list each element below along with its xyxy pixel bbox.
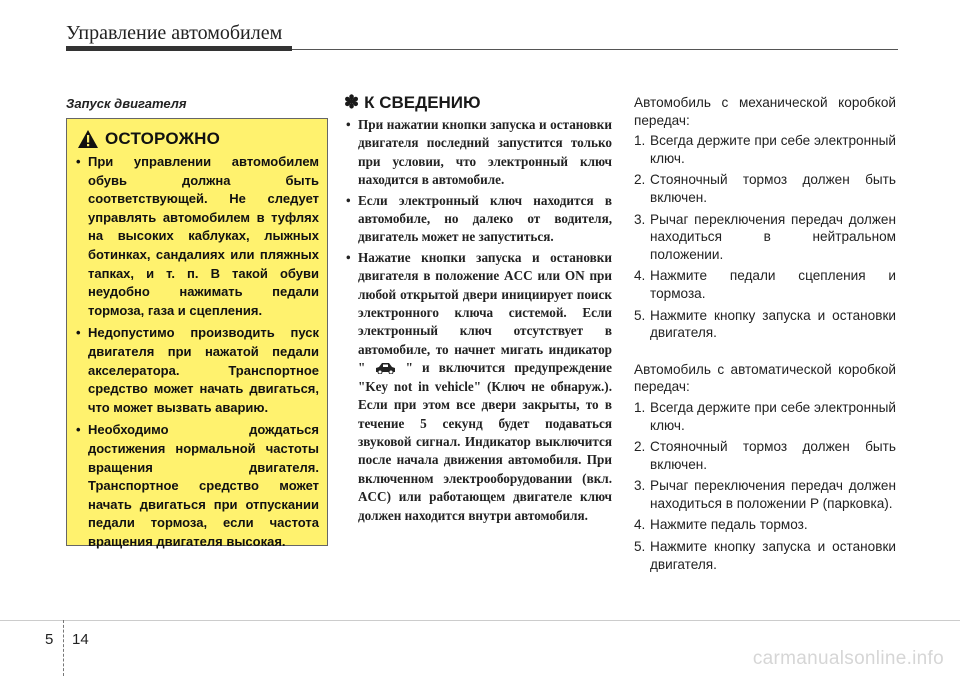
car-key-icon xyxy=(374,361,396,374)
page-header-title: Управление автомобилем xyxy=(66,22,283,44)
notice-list xyxy=(344,116,612,525)
footer-rule xyxy=(0,620,960,621)
start-procedures xyxy=(634,94,896,577)
watermark: carmanualsonline.info xyxy=(752,648,944,669)
automatic-transmission-steps xyxy=(634,399,896,573)
notice-item xyxy=(344,249,612,525)
notice-item-text-after: " и включится предупреждение "Key not in vehicle" (Ключ не обнаруж.). Если при этом все двери закрыты, то в течение 5 секунд будет подаваться звуковой сигнал. Индикатор выключится после начала движения автомобиля. При включенном электрооборудовании (вкл. ACC) или работающем двигателе ключ должен находится внутри автомобиля. xyxy=(358,360,613,523)
manual-step xyxy=(634,307,896,342)
step-number: 5. xyxy=(634,539,646,555)
notice-item: • При нажатии кнопки запуска и остановки двигателя последний запустится только при условии, что электронный ключ находится в автомобиле. xyxy=(344,116,612,190)
warning-item: • Недопустимо производить пуск двигателя при нажатой педали акселератора. Транспортное средство может начать двигаться, что может вызвать аварию. xyxy=(75,324,319,417)
step-number: 1. xyxy=(634,399,646,415)
section-title: Запуск двигателя xyxy=(66,96,187,111)
automatic-step xyxy=(634,438,896,473)
step-text: Нажмите кнопку запуска и остановки двигателя. xyxy=(650,307,896,341)
step-text: Рычаг переключения передач должен находиться в нейтральном положении. xyxy=(650,211,896,262)
step-text: Нажмите педаль тормоз. xyxy=(650,517,808,533)
footer-divider xyxy=(63,620,64,676)
step-text: Нажмите педали сцепления и тормоза. xyxy=(650,268,896,301)
warning-triangle-icon xyxy=(77,129,99,149)
manual-step xyxy=(634,267,896,302)
header-accent-bar xyxy=(66,46,292,51)
manual-step xyxy=(634,171,896,206)
warning-title: ОСТОРОЖНО xyxy=(105,129,221,148)
step-text: Стояночный тормоз должен быть включен. xyxy=(650,439,896,472)
step-number: 5. xyxy=(634,307,646,323)
step-number: 4. xyxy=(634,517,646,533)
page-number: 14 xyxy=(72,631,89,648)
step-text: Всегда держите при себе электронный ключ. xyxy=(650,399,896,433)
notice-star-icon: ✽ xyxy=(344,92,360,112)
manual-transmission-steps xyxy=(634,132,896,342)
step-number: 4. xyxy=(634,268,646,284)
automatic-transmission-intro: Автомобиль с автоматической коробкой передач: xyxy=(634,361,896,395)
step-text: Стояночный тормоз должен быть включен. xyxy=(650,172,896,205)
step-number: 1. xyxy=(634,133,646,149)
automatic-step xyxy=(634,538,896,573)
step-number: 3. xyxy=(634,478,646,494)
step-text: Всегда держите при себе электронный ключ. xyxy=(650,133,896,166)
step-number: 3. xyxy=(634,211,646,227)
header-rule xyxy=(292,49,898,50)
step-text: Рычаг переключения передач должен находиться в положении P (парковка). xyxy=(650,478,896,511)
warning-item: • Необходимо дождаться достижения нормальной частоты вращения двигателя. Транспортное средство может начать двигаться при отпускании педали тормоза, если частота вращения двигателя высокая. xyxy=(75,421,319,551)
automatic-step xyxy=(634,399,896,434)
warning-list xyxy=(75,153,319,551)
warning-header xyxy=(77,129,319,149)
notice-title: К СВЕДЕНИЮ xyxy=(364,92,481,112)
step-number: 2. xyxy=(634,172,646,188)
warning-box xyxy=(66,118,328,549)
warning-item: • При управлении автомобилем обувь должна быть соответствующей. Не следует управлять автомобилем в туфлях на высоких каблуках, лыжных ботинках, сандалиях или пляжных тапках, и т. п. В такой обуви неудобно нажимать педали тормоза, газа и сцепления. xyxy=(75,153,319,320)
notice-section xyxy=(344,92,612,527)
step-number: 2. xyxy=(634,439,646,455)
notice-header xyxy=(344,92,612,113)
manual-transmission-intro: Автомобиль с механической коробкой передач: xyxy=(634,95,896,128)
chapter-number: 5 xyxy=(45,631,54,648)
automatic-step xyxy=(634,477,896,512)
notice-item: • Если электронный ключ находится в автомобиле, но далеко от водителя, двигатель может не запуститься. xyxy=(344,192,612,247)
manual-step xyxy=(634,132,896,167)
automatic-step xyxy=(634,516,896,534)
step-text: Нажмите кнопку запуска и остановки двигателя. xyxy=(650,539,896,572)
notice-item-text-before: Нажатие кнопки запуска и остановки двигателя в положение ACC или ON при любой открытой двери инициирует поиск электронного ключа системой. Если электронный ключ отсутствует в автомобиле, то начнет мигать индикатор " xyxy=(358,249,612,376)
manual-step xyxy=(634,211,896,264)
